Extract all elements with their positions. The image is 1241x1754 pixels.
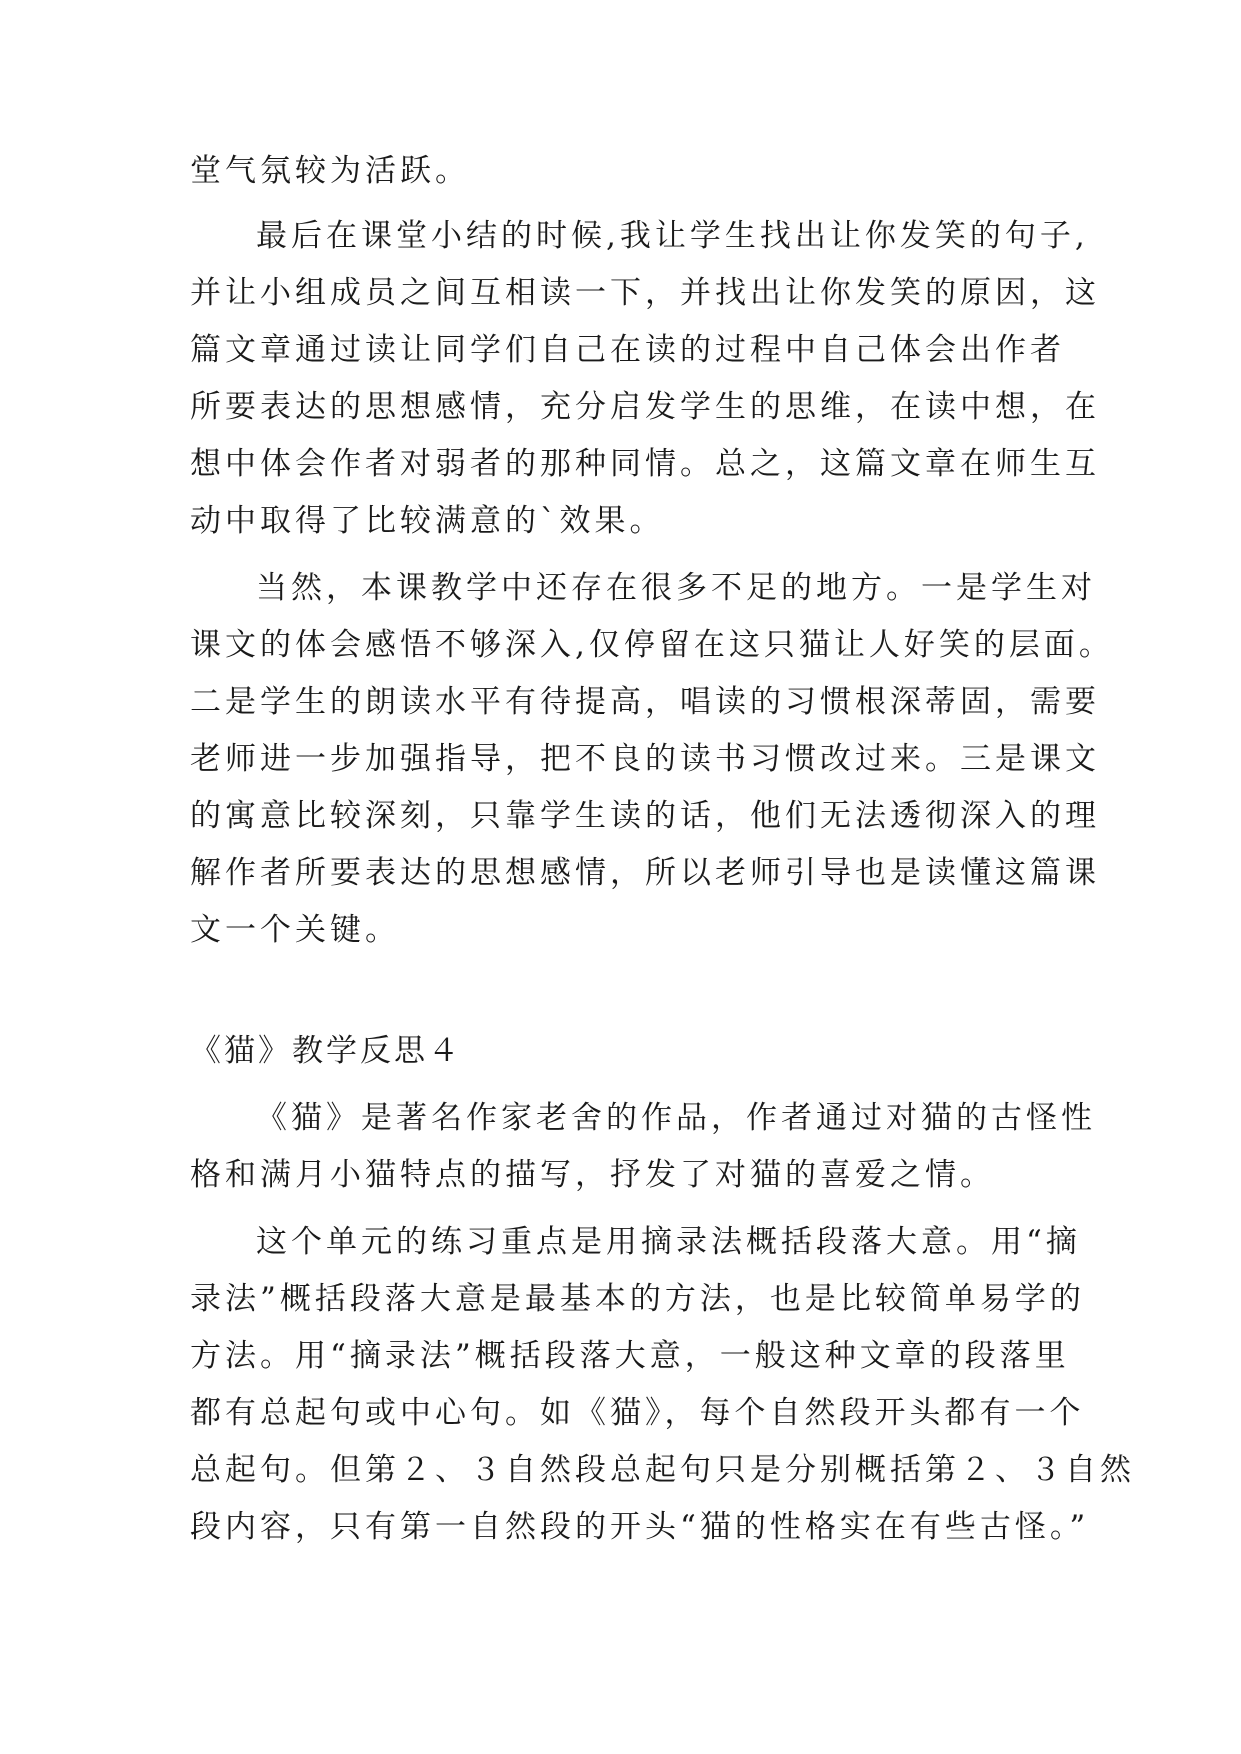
text-line: 课文的体会感悟不够深入,仅停留在这只猫让人好笑的层面。 (190, 627, 1114, 663)
text-line: 方法。用“摘录法”概括段落大意，一般这种文章的段落里 (190, 1338, 1070, 1374)
text-line: 格和满月小猫特点的描写，抒发了对猫的喜爱之情。 (190, 1157, 995, 1193)
text-line: 的寓意比较深刻，只靠学生读的话，他们无法透彻深入的理 (190, 798, 1100, 834)
text-line: 想中体会作者对弱者的那种同情。总之，这篇文章在师生互 (190, 446, 1100, 482)
text-line: 文一个关键。 (190, 912, 400, 948)
text-line: 录法”概括段落大意是最基本的方法，也是比较简单易学的 (190, 1281, 1085, 1317)
section-heading: 《猫》教学反思４ (190, 1033, 462, 1069)
text-line: 并让小组成员之间互相读一下，并找出让你发笑的原因，这 (190, 275, 1100, 311)
text-line: 二是学生的朗读水平有待提高，唱读的习惯根深蒂固，需要 (190, 684, 1100, 720)
text-line: 总起句。但第２、３自然段总起句只是分别概括第２、３自然 (190, 1452, 1135, 1488)
text-line: 都有总起句或中心句。如《猫》，每个自然段开头都有一个 (190, 1395, 1085, 1431)
text-line: 解作者所要表达的思想感情，所以老师引导也是读懂这篇课 (190, 855, 1100, 891)
text-line: 堂气氛较为活跃。 (190, 153, 470, 189)
paragraph-first-line: 《猫》是著名作家老舍的作品，作者通过对猫的古怪性 (256, 1100, 1096, 1136)
paragraph-first-line: 最后在课堂小结的时候,我让学生找出让你发笑的句子, (256, 218, 1089, 254)
paragraph-first-line: 当然，本课教学中还存在很多不足的地方。一是学生对 (256, 570, 1096, 606)
text-line: 段内容，只有第一自然段的开头“猫的性格实在有些古怪。” (190, 1509, 1090, 1545)
text-line: 篇文章通过读让同学们自己在读的过程中自己体会出作者 (190, 332, 1065, 368)
text-line: 老师进一步加强指导，把不良的读书习惯改过来。三是课文 (190, 741, 1100, 777)
text-line: 所要表达的思想感情，充分启发学生的思维，在读中想，在 (190, 389, 1100, 425)
paragraph-first-line: 这个单元的练习重点是用摘录法概括段落大意。用“摘 (256, 1224, 1081, 1260)
text-line: 动中取得了比较满意的`效果。 (190, 503, 665, 539)
